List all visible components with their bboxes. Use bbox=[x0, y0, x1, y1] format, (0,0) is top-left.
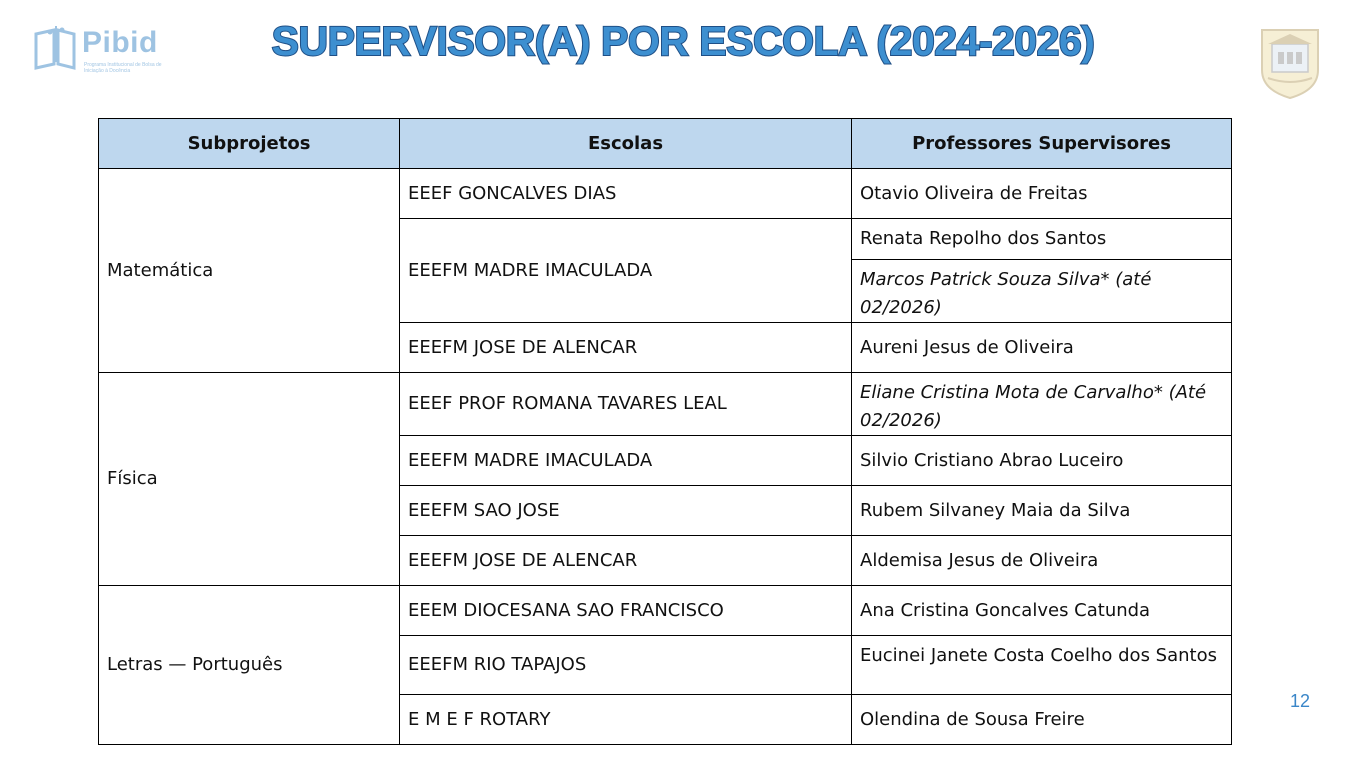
escola-cell: EEEFM MADRE IMACULADA bbox=[400, 436, 852, 486]
table-row bbox=[99, 169, 1232, 219]
supervisor-cell: Renata Repolho dos Santos bbox=[852, 219, 1232, 260]
escola-cell: EEEFM JOSE DE ALENCAR bbox=[400, 536, 852, 586]
escola-cell: EEEFM MADRE IMACULADA bbox=[400, 219, 852, 323]
pibid-logo-subtitle: Programa Institucional de Bolsa de Iniciação à Docência bbox=[84, 62, 162, 74]
escola-cell: EEEFM RIO TAPAJOS bbox=[400, 636, 852, 695]
escola-cell: EEEFM SAO JOSE bbox=[400, 486, 852, 536]
supervisor-cell-text: Eliane Cristina Mota de Carvalho* (Até 02/2026) bbox=[860, 382, 1207, 431]
supervisor-cell-text: Eucinei Janete Costa Coelho dos Santos bbox=[860, 645, 1217, 666]
supervisor-cell: Aldemisa Jesus de Oliveira bbox=[852, 536, 1232, 586]
pibid-logo-word: Pibid bbox=[82, 26, 158, 59]
supervisor-cell-text: Marcos Patrick Souza Silva* (até 02/2026) bbox=[860, 269, 1152, 318]
crest-icon bbox=[1254, 24, 1326, 100]
subprojeto-cell: Matemática bbox=[99, 169, 400, 373]
escola-cell: EEEF PROF ROMANA TAVARES LEAL bbox=[400, 373, 852, 436]
supervisor-table bbox=[98, 118, 1232, 745]
supervisor-cell: Ana Cristina Goncalves Catunda bbox=[852, 586, 1232, 636]
supervisor-cell bbox=[852, 636, 1232, 695]
supervisor-cell: Aureni Jesus de Oliveira bbox=[852, 323, 1232, 373]
subprojeto-cell: Física bbox=[99, 373, 400, 586]
header-subprojetos: Subprojetos bbox=[99, 119, 400, 169]
supervisor-cell bbox=[852, 260, 1232, 323]
supervisor-cell bbox=[852, 373, 1232, 436]
escola-cell: EEEFM JOSE DE ALENCAR bbox=[400, 323, 852, 373]
table-row bbox=[99, 586, 1232, 636]
header-escolas: Escolas bbox=[400, 119, 852, 169]
escola-cell: EEEM DIOCESANA SAO FRANCISCO bbox=[400, 586, 852, 636]
table-header-row bbox=[99, 119, 1232, 169]
page-title: SUPERVISOR(A) POR ESCOLA (2024-2026) bbox=[271, 18, 1095, 64]
table-row bbox=[99, 373, 1232, 436]
subprojeto-cell: Letras — Português bbox=[99, 586, 400, 745]
supervisor-cell: Olendina de Sousa Freire bbox=[852, 695, 1232, 745]
page-number: 12 bbox=[1290, 691, 1311, 711]
supervisor-cell: Otavio Oliveira de Freitas bbox=[852, 169, 1232, 219]
escola-cell: E M E F ROTARY bbox=[400, 695, 852, 745]
escola-cell: EEEF GONCALVES DIAS bbox=[400, 169, 852, 219]
header-professores: Professores Supervisores bbox=[852, 119, 1232, 169]
supervisor-cell: Silvio Cristiano Abrao Luceiro bbox=[852, 436, 1232, 486]
university-crest bbox=[1254, 24, 1326, 100]
supervisor-cell: Rubem Silvaney Maia da Silva bbox=[852, 486, 1232, 536]
